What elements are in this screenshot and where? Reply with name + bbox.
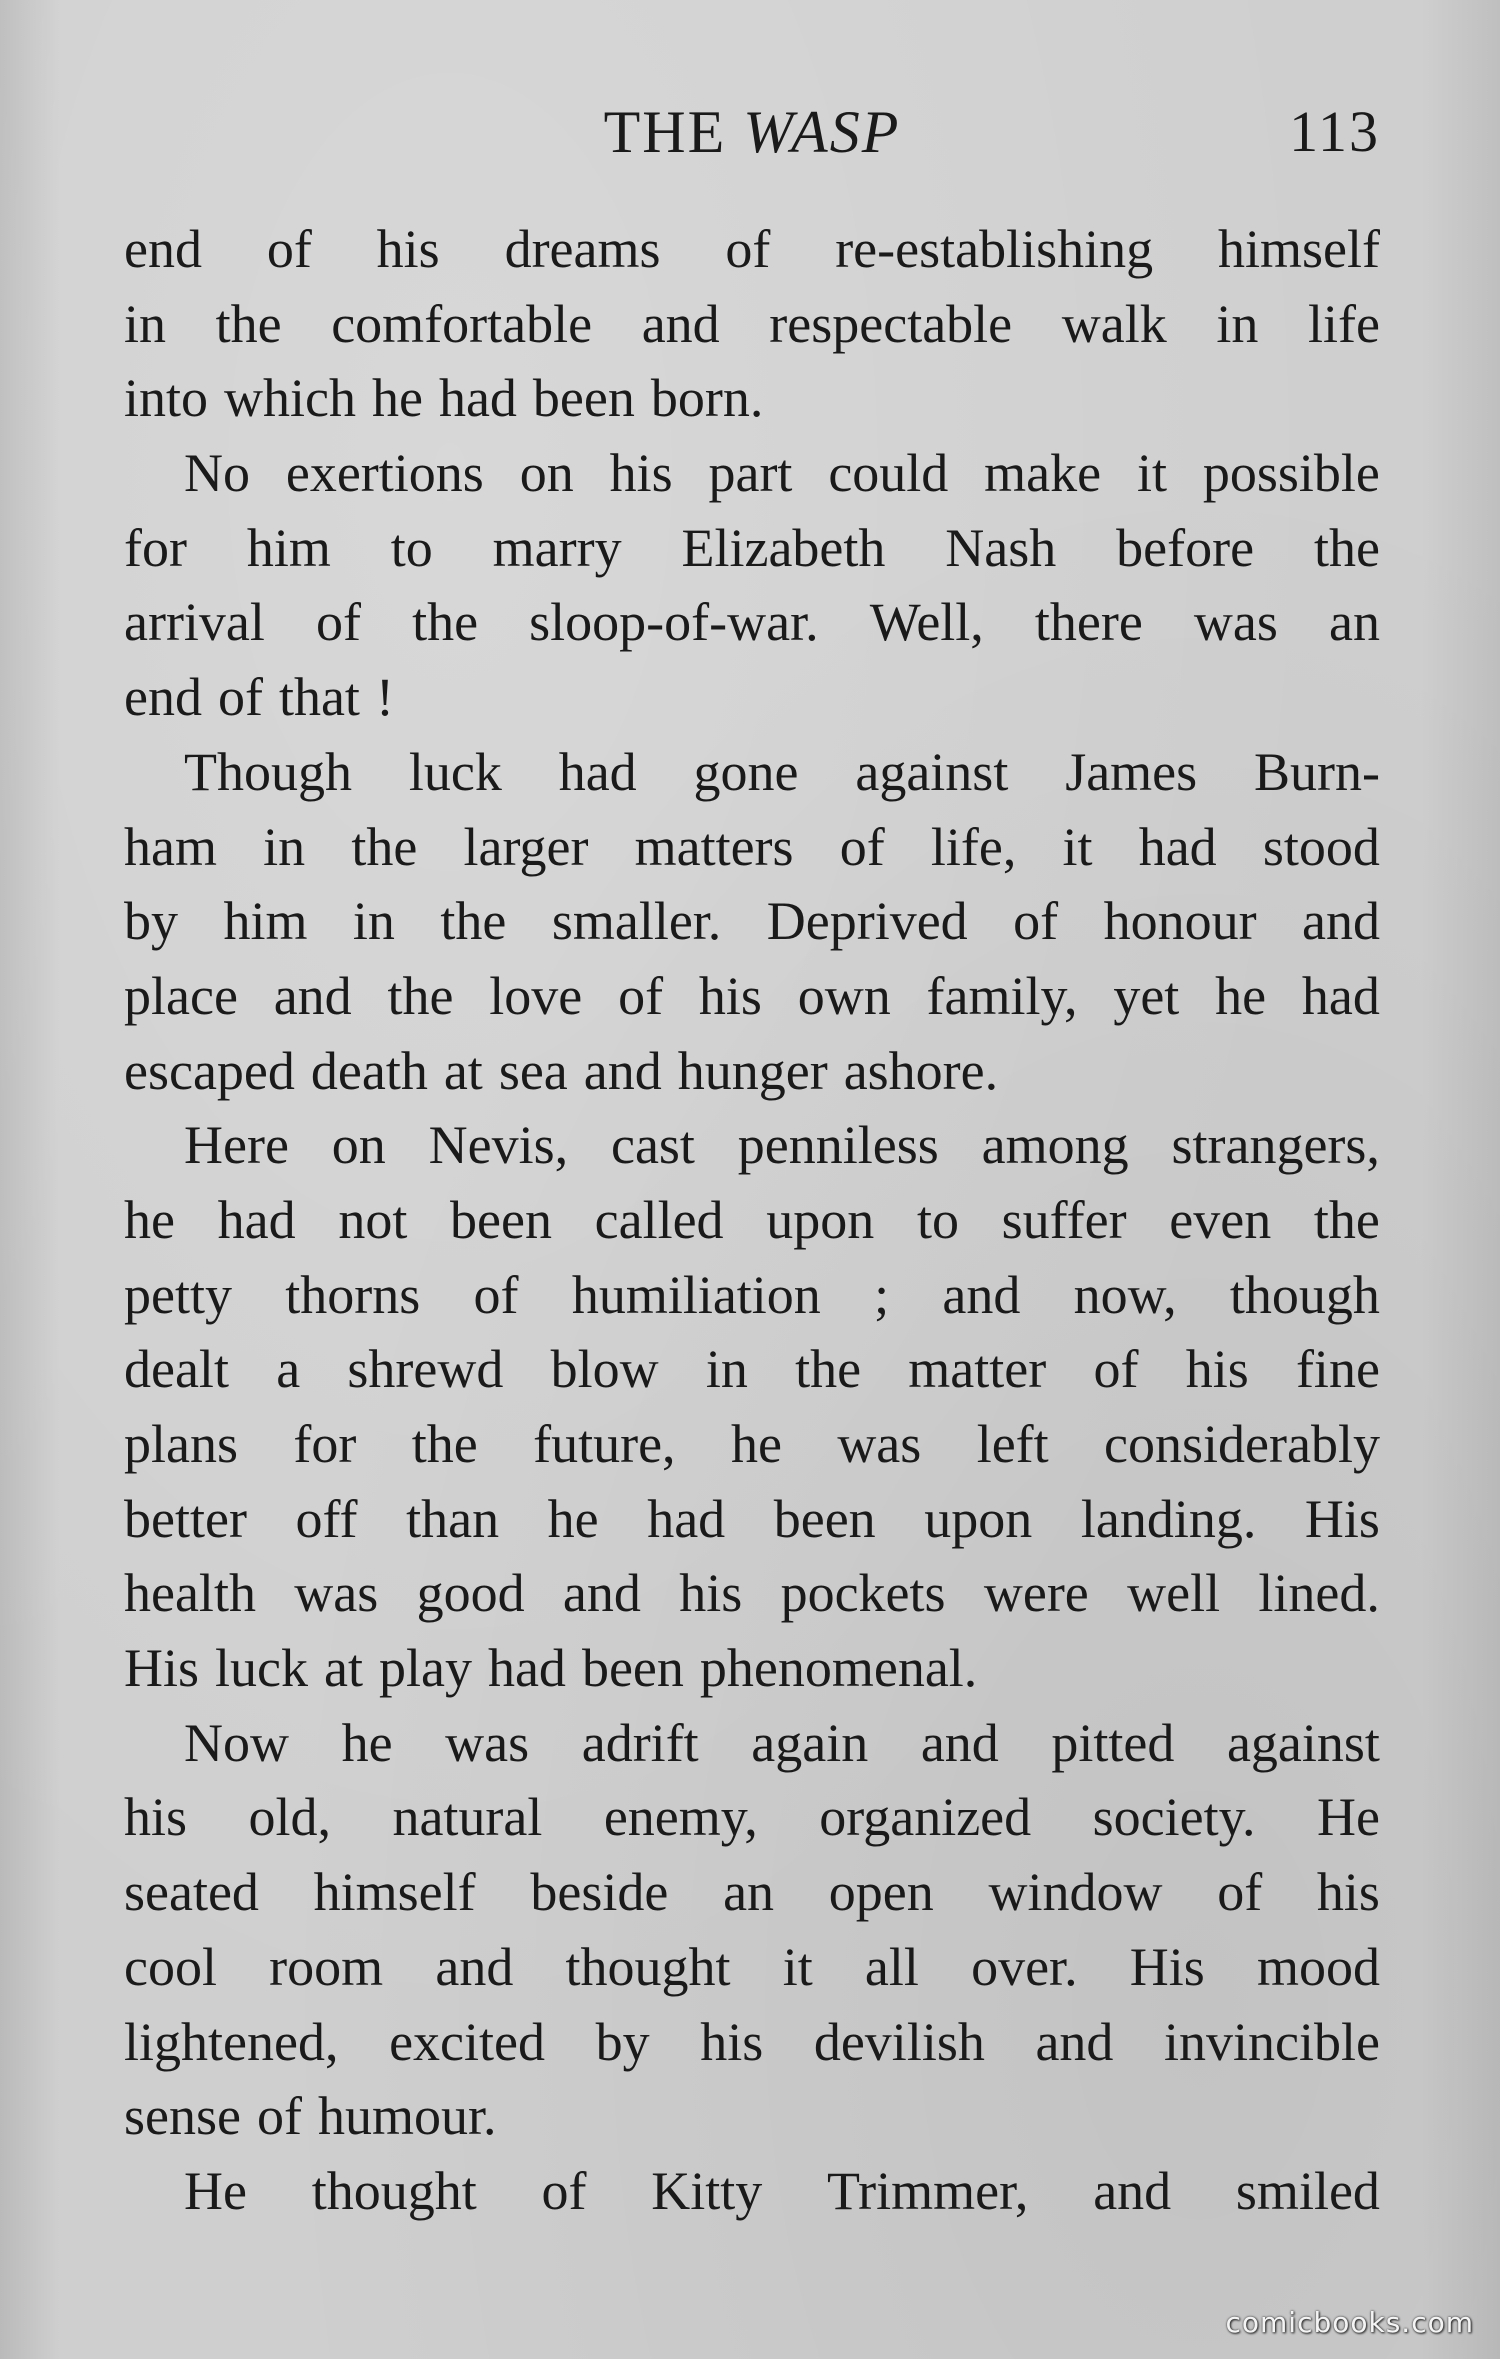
word: life, xyxy=(930,816,1017,877)
text-line xyxy=(124,810,1380,885)
word: by xyxy=(124,891,178,952)
word: re-establishing xyxy=(835,219,1154,279)
word: of xyxy=(618,965,664,1026)
word: respectable xyxy=(769,293,1013,354)
word: devilish xyxy=(813,2011,985,2072)
word: invincible xyxy=(1164,2011,1380,2072)
word: Kitty xyxy=(651,2160,763,2221)
word: the xyxy=(1313,1189,1380,1250)
word: the xyxy=(1313,517,1380,578)
word: on xyxy=(331,1115,386,1176)
word: it xyxy=(782,1936,813,1997)
word: comfortable xyxy=(331,293,593,354)
word: luck xyxy=(408,741,502,802)
word: his xyxy=(1316,1862,1380,1923)
word: was xyxy=(294,1563,379,1624)
word: of xyxy=(725,219,771,279)
word: considerably xyxy=(1104,1414,1380,1474)
word: had xyxy=(217,1189,296,1250)
text-line xyxy=(124,1332,1380,1407)
word: the xyxy=(411,1414,478,1474)
word: seated xyxy=(124,1862,259,1923)
word: Elizabeth xyxy=(681,517,886,578)
word: Nash xyxy=(945,517,1057,578)
body-text xyxy=(124,212,1380,2229)
word: penniless xyxy=(737,1115,939,1176)
word: good xyxy=(416,1563,525,1624)
word: in xyxy=(124,293,167,354)
text-line xyxy=(124,884,1380,959)
word: among xyxy=(981,1115,1129,1176)
word: upon xyxy=(766,1189,875,1250)
word: into xyxy=(124,368,209,429)
text-line xyxy=(124,511,1380,586)
word: and xyxy=(273,965,352,1026)
word: phenomenal. xyxy=(699,1638,978,1699)
word: marry xyxy=(492,517,622,578)
text-line xyxy=(124,1034,1380,1109)
word: exertions xyxy=(285,443,484,504)
word: He xyxy=(184,2160,247,2221)
word: against xyxy=(855,741,1009,802)
text-line xyxy=(124,1183,1380,1258)
word: health xyxy=(124,1563,256,1624)
word: play xyxy=(378,1638,472,1699)
text-line xyxy=(124,2154,1380,2229)
text-line xyxy=(124,735,1380,810)
word: in xyxy=(263,816,306,877)
word: for xyxy=(124,517,187,578)
word: arrival xyxy=(124,592,265,653)
word: the xyxy=(795,1339,862,1400)
word: escaped xyxy=(124,1040,295,1101)
word: the xyxy=(412,592,479,653)
word: the xyxy=(387,965,454,1026)
word: pockets xyxy=(780,1563,946,1624)
running-title xyxy=(124,92,1380,172)
text-line xyxy=(124,1258,1380,1333)
word: the xyxy=(440,891,507,952)
word: open xyxy=(828,1862,934,1923)
word: called xyxy=(594,1189,724,1250)
word: His xyxy=(1129,1936,1205,1997)
word: room xyxy=(269,1936,384,1997)
word: blow xyxy=(550,1339,659,1400)
word: of xyxy=(217,667,263,728)
word: to xyxy=(390,517,433,578)
word: mood xyxy=(1256,1936,1380,1997)
word: though xyxy=(1229,1264,1380,1325)
word: that xyxy=(278,667,360,728)
word: before xyxy=(1116,517,1255,578)
word: had xyxy=(487,1638,566,1699)
word: luck xyxy=(215,1638,308,1699)
word: Deprived xyxy=(766,891,968,952)
word: old, xyxy=(248,1787,331,1848)
word: Nevis, xyxy=(428,1115,569,1176)
word: off xyxy=(295,1488,358,1549)
word: in xyxy=(705,1339,748,1400)
text-line xyxy=(124,361,1380,436)
word: thorns xyxy=(285,1264,421,1325)
word: Now xyxy=(184,1712,289,1773)
word: were xyxy=(983,1563,1089,1624)
word: end xyxy=(124,219,202,279)
word: possible xyxy=(1202,443,1380,504)
word: matters xyxy=(634,816,794,877)
text-line xyxy=(124,585,1380,660)
word: organized xyxy=(819,1787,1032,1848)
word: ashore. xyxy=(843,1040,999,1101)
word: stood xyxy=(1262,816,1380,877)
word: and xyxy=(1035,2011,1114,2072)
word: own xyxy=(797,965,891,1026)
word: pitted xyxy=(1051,1712,1175,1773)
word: window xyxy=(988,1862,1163,1923)
text-line xyxy=(124,959,1380,1034)
word: smiled xyxy=(1235,2160,1380,2221)
word: and xyxy=(1093,2160,1172,2221)
word: yet xyxy=(1113,965,1180,1026)
word: of xyxy=(839,816,885,877)
word: hunger xyxy=(677,1040,828,1101)
text-line xyxy=(124,436,1380,511)
word: was xyxy=(445,1712,530,1773)
word: been xyxy=(581,1638,684,1699)
word: in xyxy=(1216,293,1259,354)
word: an xyxy=(723,1862,775,1923)
word: better xyxy=(124,1488,247,1549)
word: he xyxy=(1215,965,1267,1026)
text-line xyxy=(124,1706,1380,1781)
word: been xyxy=(450,1189,552,1250)
word: his xyxy=(679,1563,743,1624)
word: Well, xyxy=(869,592,984,653)
word: by xyxy=(595,2011,650,2072)
word: of xyxy=(1217,1862,1263,1923)
word: adrift xyxy=(581,1712,699,1773)
word: suffer xyxy=(1001,1189,1127,1250)
word: had xyxy=(647,1488,726,1549)
word: the xyxy=(215,293,282,354)
word: James xyxy=(1065,741,1198,802)
text-line xyxy=(124,1556,1380,1631)
word: sea xyxy=(498,1040,568,1101)
text-line xyxy=(124,2005,1380,2080)
word: he xyxy=(124,1189,175,1250)
word: had xyxy=(1301,965,1380,1026)
word: and xyxy=(583,1040,662,1101)
text-line xyxy=(124,1407,1380,1482)
word: now, xyxy=(1073,1264,1177,1325)
word: ; xyxy=(874,1264,890,1325)
word: a xyxy=(276,1339,301,1400)
word: Trimmer, xyxy=(827,2160,1029,2221)
word: his xyxy=(376,219,440,279)
text-line xyxy=(124,1108,1380,1183)
word: had xyxy=(1138,816,1217,877)
word: excited xyxy=(389,2011,545,2072)
word: himself xyxy=(313,1862,476,1923)
word: thought xyxy=(311,2160,477,2221)
word: had xyxy=(438,368,517,429)
word: could xyxy=(828,443,949,504)
word: to xyxy=(916,1189,959,1250)
word: of xyxy=(473,1264,519,1325)
word: and xyxy=(1302,891,1380,952)
word: place xyxy=(124,965,238,1026)
word: Though xyxy=(184,741,352,802)
word: He xyxy=(1317,1787,1380,1848)
word: of xyxy=(1013,891,1059,952)
word: him xyxy=(246,517,331,578)
word: strangers, xyxy=(1171,1115,1380,1176)
word: against xyxy=(1226,1712,1380,1773)
word: future, xyxy=(533,1414,676,1474)
word: shrewd xyxy=(347,1339,504,1400)
page-number: 113 xyxy=(1289,99,1380,164)
word: landing. xyxy=(1080,1488,1257,1549)
word: of xyxy=(266,219,312,279)
word: Burn- xyxy=(1254,741,1380,802)
word: in xyxy=(352,891,395,952)
word: end xyxy=(124,667,202,728)
word: love xyxy=(489,965,583,1026)
word: it xyxy=(1062,816,1093,877)
word: family, xyxy=(926,965,1078,1026)
word: his xyxy=(700,2011,764,2072)
word: was xyxy=(837,1414,922,1474)
word: and xyxy=(562,1563,641,1624)
word: lined. xyxy=(1258,1563,1380,1624)
word: and xyxy=(942,1264,1021,1325)
text-line xyxy=(124,1482,1380,1557)
running-head xyxy=(124,92,1380,172)
word: on xyxy=(519,443,574,504)
word: he xyxy=(371,368,423,429)
word: all xyxy=(864,1936,919,1997)
word: petty xyxy=(124,1264,232,1325)
text-line xyxy=(124,287,1380,362)
text-line xyxy=(124,1631,1380,1706)
text-line xyxy=(124,212,1380,287)
word: for xyxy=(293,1414,357,1474)
word: His xyxy=(124,1638,200,1699)
word: his xyxy=(1185,1339,1249,1400)
text-line xyxy=(124,660,1380,735)
word: he xyxy=(547,1488,599,1549)
word: had xyxy=(558,741,637,802)
word: of xyxy=(1093,1339,1139,1400)
word: gone xyxy=(693,741,799,802)
word: himself xyxy=(1217,219,1380,279)
word: beside xyxy=(530,1862,669,1923)
text-line xyxy=(124,1930,1380,2005)
word: born. xyxy=(650,368,764,429)
word: make xyxy=(984,443,1102,504)
word: not xyxy=(338,1189,408,1250)
word: fine xyxy=(1295,1339,1380,1400)
word: him xyxy=(223,891,308,952)
word: No xyxy=(184,443,250,504)
word: upon xyxy=(924,1488,1033,1549)
word: which xyxy=(224,368,356,429)
watermark: comicbooks.com xyxy=(1225,2306,1474,2339)
word: ! xyxy=(375,667,394,728)
word: he xyxy=(730,1414,782,1474)
word: his xyxy=(609,443,673,504)
word: left xyxy=(976,1414,1049,1474)
word: been xyxy=(773,1488,876,1549)
word: matter xyxy=(908,1339,1047,1400)
word: an xyxy=(1329,592,1380,653)
word: and xyxy=(920,1712,999,1773)
word: humour. xyxy=(317,2086,497,2147)
word: Here xyxy=(184,1115,289,1176)
text-line xyxy=(124,1780,1380,1855)
word: enemy, xyxy=(603,1787,758,1848)
word: dreams xyxy=(504,219,661,279)
running-title-prefix: THE xyxy=(603,99,744,165)
word: sense xyxy=(124,2086,241,2147)
word: of xyxy=(316,592,361,653)
word: the xyxy=(351,816,418,877)
word: at xyxy=(324,1638,363,1699)
word: life xyxy=(1307,293,1380,354)
word: humiliation xyxy=(571,1264,821,1325)
word: of xyxy=(541,2160,587,2221)
word: smaller. xyxy=(551,891,722,952)
word: ham xyxy=(124,816,217,877)
word: society. xyxy=(1092,1787,1256,1848)
word: cast xyxy=(610,1115,695,1176)
word: and xyxy=(435,1936,514,1997)
word: His xyxy=(1304,1488,1380,1549)
word: was xyxy=(1193,592,1278,653)
word: there xyxy=(1034,592,1143,653)
word: part xyxy=(708,443,793,504)
word: he xyxy=(341,1712,393,1773)
word: and xyxy=(641,293,720,354)
word: walk xyxy=(1061,293,1167,354)
word: thought xyxy=(565,1936,731,1997)
word: his xyxy=(124,1787,188,1848)
word: cool xyxy=(124,1936,217,1997)
word: well xyxy=(1127,1563,1221,1624)
word: at xyxy=(443,1040,483,1101)
running-title-italic: WASP xyxy=(743,99,901,165)
word: again xyxy=(751,1712,869,1773)
word: lightened, xyxy=(124,2011,339,2072)
word: larger xyxy=(463,816,589,877)
word: plans xyxy=(124,1414,238,1474)
word: it xyxy=(1137,443,1168,504)
word: been xyxy=(532,368,635,429)
text-line xyxy=(124,1855,1380,1930)
text-line xyxy=(124,2079,1380,2154)
word: than xyxy=(406,1488,500,1549)
word: honour xyxy=(1103,891,1257,952)
word: death xyxy=(310,1040,428,1101)
word: over. xyxy=(971,1936,1078,1997)
word: natural xyxy=(392,1787,543,1848)
word: his xyxy=(698,965,762,1026)
word: dealt xyxy=(124,1339,229,1400)
word: of xyxy=(256,2086,302,2147)
word: even xyxy=(1169,1189,1272,1250)
word: sloop-of-war. xyxy=(529,592,819,653)
